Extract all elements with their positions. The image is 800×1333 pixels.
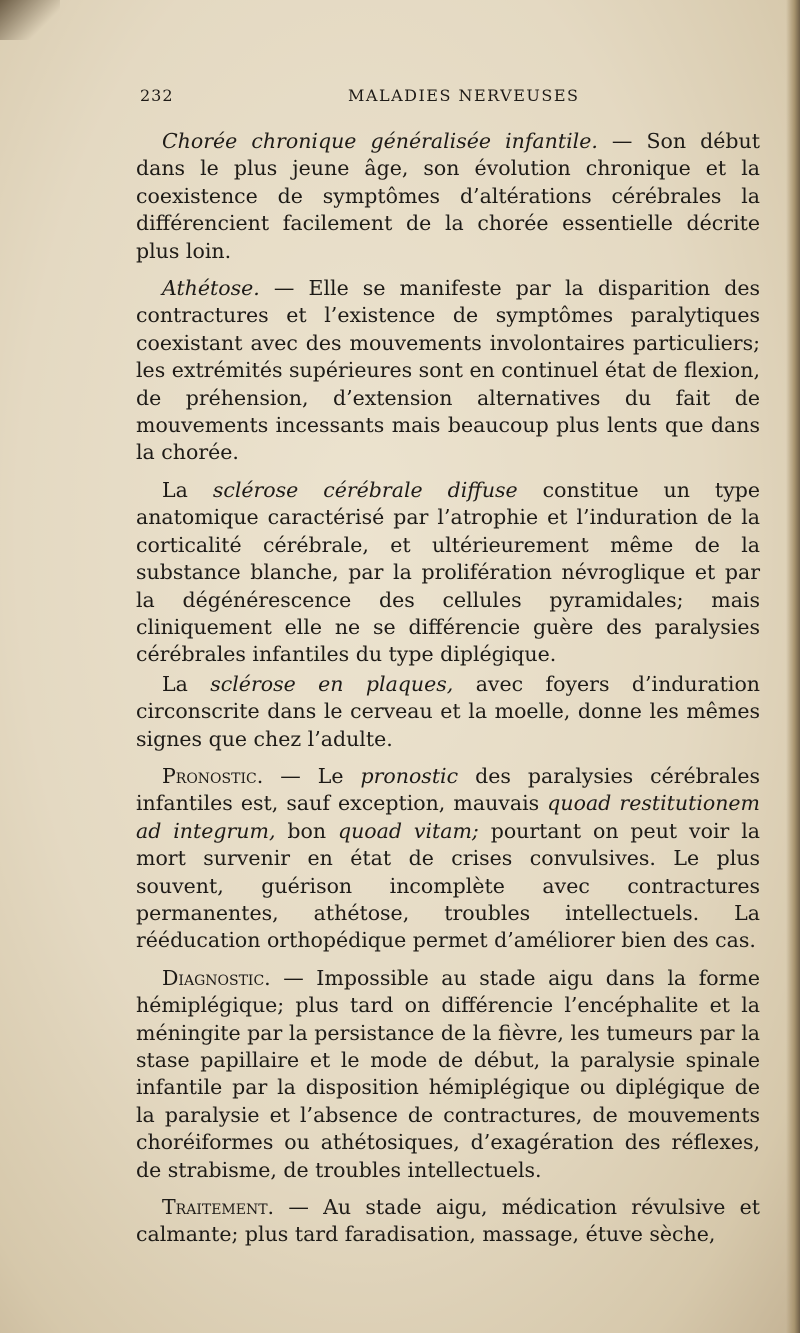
page-edge-shadow	[786, 0, 800, 1333]
paragraph-diagnostic	[136, 965, 760, 1184]
paragraph-text: — Impossible au stade aigu dans la forme hémiplégique; plus tard on différencie l’encéphalite et la méningite par la persistance de la fièvre, les tumeurs par la stase papillaire et le mode de début, la paralysie spinale infantile par la disposition hémiplégique ou diplégique de la paralysie et l’absence de contractures, de mouvements choréiformes ou athétosiques, d’exagération des réflexes, de strabisme, de troubles intellectuels.	[136, 965, 760, 1182]
paragraph-text: des paralysies cérébrales infantiles est, sauf exception, mauvais	[136, 763, 760, 816]
paragraph-sclerose-diffuse	[136, 477, 760, 669]
paragraph-text: La	[162, 477, 213, 502]
term-sclerose-plaques: sclérose en plaques,	[210, 671, 454, 696]
section-heading-traitement: Traitement.	[162, 1195, 275, 1220]
paragraph-sclerose-plaques	[136, 671, 760, 753]
term-quoad-vitam: quoad vitam;	[337, 818, 479, 843]
page-header	[140, 86, 760, 114]
term-athetose: Athétose.	[162, 276, 260, 301]
term-quoad-restitutionem: quoad restitutionem ad integrum,	[136, 791, 760, 843]
running-title: MALADIES NERVEUSES	[348, 86, 580, 105]
paragraph-text: constitue un type anatomique caractérisé par l’atrophie et l’induration de la corticalité cérébrale, et ultérieurement même de la substance blanche, par la prolifération névroglique et par la dégénérescence des cellules pyramidales; mais cliniquement elle ne se différencie guère des paralysies cérébrales infantiles du type diplégique.	[136, 477, 760, 667]
paragraph-text: — Le	[263, 763, 361, 788]
section-heading-pronostic: Pronostic.	[162, 763, 264, 788]
page-corner-shadow	[0, 0, 60, 40]
paragraph-traitement	[136, 1194, 760, 1249]
term-choree-chronique: Chorée chronique généralisée infantile.	[162, 129, 598, 153]
paragraph-choree-chronique	[136, 128, 760, 265]
paragraph-text: — Au stade aigu, médication révulsive et calmante; plus tard faradisation, massage, étuve sèche,	[136, 1195, 760, 1247]
term-pronostic: pronostic	[360, 763, 459, 788]
paragraph-text: La	[162, 671, 211, 696]
paragraph-text: — Elle se manifeste par la disparition des contractures et l’existence de symptômes paralytiques coexistant avec des mouvements involontaires particuliers; les extrémités supérieures sont en continuel état de flexion, de préhension, d’extension alternatives du fait de mouvements incessants mais beaucoup plus lents que dans la chorée.	[136, 276, 760, 465]
paragraph-athetose	[136, 275, 760, 467]
term-sclerose-diffuse: sclérose cérébrale diffuse	[212, 477, 518, 502]
page-number: 232	[140, 86, 174, 105]
paragraph-pronostic	[136, 763, 760, 955]
paragraph-text: — Son début dans le plus jeune âge, son évolution chronique et la coexistence de symptômes d’altérations cérébrales la différencient facilement de la chorée essentielle décrite plus loin.	[136, 129, 760, 263]
paragraph-text: bon	[275, 818, 338, 843]
section-heading-diagnostic: Diagnostic.	[162, 965, 271, 990]
paragraph-text: avec foyers d’induration circonscrite dans le cerveau et la moelle, donne les mêmes signes que chez l’adulte.	[136, 671, 760, 751]
body-text	[136, 128, 760, 1249]
paragraph-text: pourtant on peut voir la mort survenir en état de crises convulsives. Le plus souvent, guérison incomplète avec contractures permanentes, athétose, troubles intellectuels. La rééducation orthopédique permet d’améliorer bien des cas.	[136, 818, 760, 953]
